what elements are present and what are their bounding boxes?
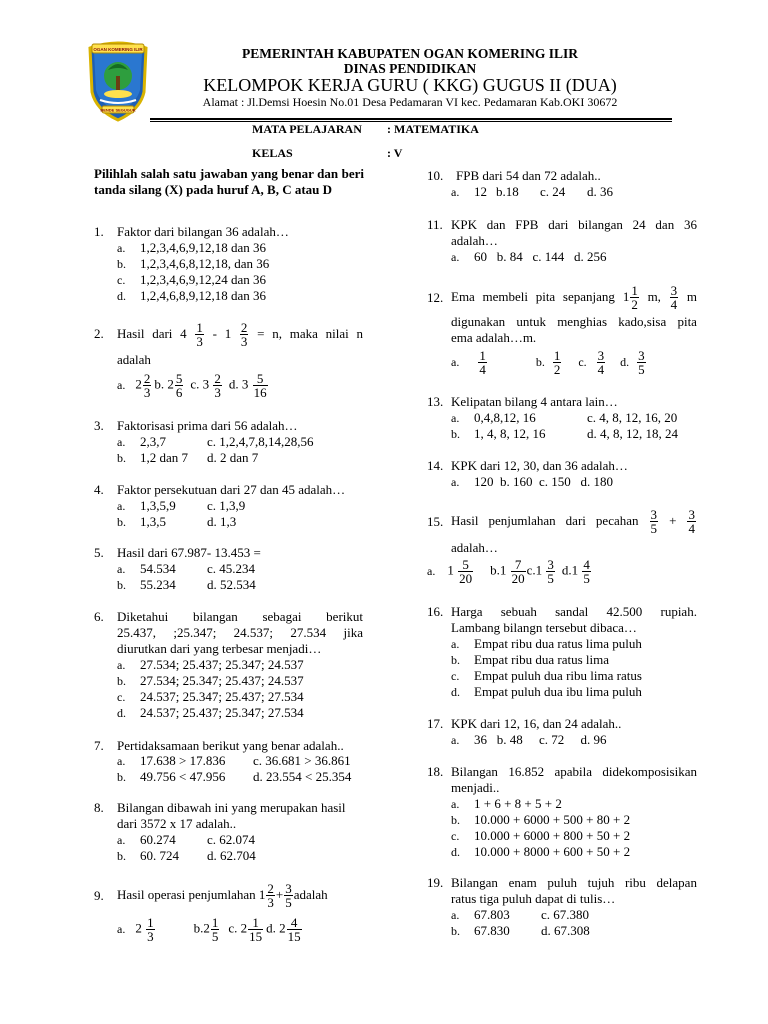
class-label: KELAS [252,146,293,160]
class-value: : V [387,146,403,160]
header-line-government: PEMERINTAH KABUPATEN OGAN KOMERING ILIR [241,46,579,61]
q12-options [451,345,647,379]
q3-option-b[interactable]: 1,2 dan 7 [140,450,189,465]
q12-fraction-1: $\frac{1}{2}$ [631,282,638,312]
q6-text-line-3: diurutkan dari yang terbesar menjadi… [117,641,322,656]
q3-b-label: b. [117,451,126,465]
q13-a-label: a. [451,411,460,425]
q7-text: Pertidaksamaan berikut yang benar adalah.. [117,738,344,753]
q17-options[interactable]: 36 b. 48 c. 72 d. 96 [474,732,607,747]
logo-bottom-text: BENDE SEGUGUK [100,107,136,113]
q6-text-line-2: 25.437, ;25.347; 24.537; 27.534 jika [117,625,363,640]
q19-option-d[interactable]: d. 67.308 [541,923,590,938]
q8-a-label: a. [117,833,126,847]
q8-option-b[interactable]: 60. 724 [140,848,179,863]
q13-option-b[interactable]: 1, 4, 8, 12, 16 [474,426,546,441]
q7-number: 7. [94,738,104,753]
q1-a-label: a. [117,241,126,255]
q8-option-c[interactable]: c. 62.074 [207,832,256,847]
q7-option-c[interactable]: c. 36.681 > 36.861 [253,753,351,768]
q1-option-c[interactable]: 1,2,3,4,6,9,12,24 dan 36 [140,272,267,287]
q2-option-c[interactable]: c. 3 $\frac{2}{3}$ [190,370,221,400]
q11-options[interactable]: 60 b. 84 c. 144 d. 256 [474,249,607,264]
subject-value: : MATEMATIKA [387,122,479,136]
q11-a-label: a. [451,250,460,264]
q19-text-line-2: ratus tiga puluh dapat di tulis… [451,891,616,906]
q19-b-label: b. [451,924,460,938]
q2-word: - [212,326,217,341]
q15-options [427,554,592,588]
q3-option-c[interactable]: c. 1,2,4,7,8,14,28,56 [207,434,314,449]
q17-a-label: a. [451,733,460,747]
q6-d-label: d. [117,706,126,720]
q17-text: KPK dari 12, 16, dan 24 adalah.. [451,716,622,731]
q2-word: n, [272,326,282,341]
q6-option-a[interactable]: 27.534; 25.437; 25.347; 24.537 [140,657,304,672]
q8-text-line-2: dari 3572 x 17 adalah.. [117,816,237,831]
q19-a-label: a. [451,908,460,922]
q19-number: 19. [427,875,444,890]
q12-c-label: c. [578,355,587,369]
q3-text: Faktorisasi prima dari 56 adalah… [117,418,298,433]
q4-option-d[interactable]: d. 1,3 [207,514,237,529]
q7-option-d[interactable]: d. 23.554 < 25.354 [253,769,352,784]
q14-a-label: a. [451,475,460,489]
q10-text: FPB dari 54 dan 72 adalah.. [456,168,601,183]
q12-text-line-3: ema adalah…m. [451,330,537,345]
q5-option-d[interactable]: d. 52.534 [207,577,256,592]
q5-option-c[interactable]: c. 45.234 [207,561,256,576]
q15-text-line-1: Hasil penjumlahan dari pecahan $\frac{3}{5}$ + $\frac{3}{4}$ [451,506,695,536]
q11-text-line-1: KPK dan FPB dari bilangan 24 dan 36 [451,217,697,232]
q18-option-d[interactable]: 10.000 + 8000 + 600 + 50 + 2 [474,844,631,859]
logo-top-text: OGAN KOMERING ILIR [93,47,143,52]
q16-number: 16. [427,604,444,619]
q9-option-c[interactable]: c. 2 $\frac{1}{15}$ [228,914,263,944]
q10-option-d[interactable]: d. 36 [587,184,613,199]
q6-option-c[interactable]: 24.537; 25.347; 25.437; 27.534 [140,689,304,704]
q19-option-c[interactable]: c. 67.380 [541,907,590,922]
q10-option-c[interactable]: c. 24 [540,184,566,199]
q13-number: 13. [427,394,444,409]
q2-word: n [356,326,363,341]
q2-fraction-1: $\frac{1}{3}$ [196,319,203,349]
q10-a-label: a. [451,185,460,199]
q4-number: 4. [94,482,104,497]
header-divider [150,118,672,120]
q10-number: 10. [427,168,444,183]
q17-number: 17. [427,716,444,731]
q16-c-label: c. [451,669,460,683]
q16-option-b[interactable]: Empat ribu dua ratus lima [474,652,610,667]
q1-d-label: d. [117,289,126,303]
q6-number: 6. [94,609,104,624]
q18-text-line-2: menjadi.. [451,780,500,795]
header-line-group: KELOMPOK KERJA GURU ( KKG) GUGUS II (DUA) [203,75,617,95]
q8-option-d[interactable]: d. 62.704 [207,848,256,863]
q13-b-label: b. [451,427,460,441]
q15-text-line-2: adalah… [451,540,498,555]
subject-label: MATA PELAJARAN [252,122,362,136]
q12-b-label: b. [535,355,545,369]
q7-b-label: b. [117,770,126,784]
q8-number: 8. [94,800,104,815]
q3-option-a[interactable]: 2,3,7 [140,434,166,449]
q9-options [117,912,303,946]
q2-word: nilai [325,326,349,341]
q5-text: Hasil dari 67.987- 13.453 = [117,545,261,560]
q2-word: maka [289,326,318,341]
q9-a-label: a. [117,922,126,936]
q16-a-label: a. [451,637,460,651]
q6-b-label: b. [117,674,126,688]
q6-option-d[interactable]: 24.537; 25.437; 25.347; 27.534 [140,705,304,720]
q16-option-a[interactable]: Empat ribu dua ratus lima puluh [474,636,642,651]
q1-text: Faktor dari bilangan 36 adalah… [117,224,289,239]
q13-option-c[interactable]: c. 4, 8, 12, 16, 20 [587,410,678,425]
q4-b-label: b. [117,515,126,529]
q5-b-label: b. [117,578,126,592]
header-line-department: DINAS PENDIDIKAN [343,61,477,76]
q4-option-c[interactable]: c. 1,3,9 [207,498,246,513]
q3-option-d[interactable]: d. 2 dan 7 [207,450,259,465]
q2-word: Hasil [117,326,145,341]
q12-number: 12. [427,290,444,305]
q2-number: 2. [94,326,104,341]
q1-c-label: c. [117,273,126,287]
q15-option-c[interactable]: c.1 $\frac{3}{5}$ [526,556,554,586]
q11-number: 11. [427,217,443,232]
q2-option-b[interactable]: b. 2 $\frac{5}{6}$ [154,370,183,400]
q1-option-b[interactable]: 1,2,3,4,6,8,12,18, dan 36 [140,256,270,271]
q15-a-label: a. [427,564,436,578]
q8-b-label: b. [117,849,126,863]
header-line-address: Alamat : Jl.Demsi Hoesin No.01 Desa Pedamaran VI kec. Pedamaran Kab.OKI 30672 [202,95,618,109]
q16-text-line-1: Harga sebuah sandal 42.500 rupiah. [451,604,697,619]
q14-text: KPK dari 12, 30, dan 36 adalah… [451,458,628,473]
q7-option-b[interactable]: 49.756 < 47.956 [140,769,226,784]
q1-number: 1. [94,224,104,239]
q4-text: Faktor persekutuan dari 27 dan 45 adalah… [117,482,346,497]
q6-text-line-1: Diketahui bilangan sebagai berikut [117,609,363,624]
q2-word: 4 [180,326,187,341]
q2-word: 1 [224,326,232,341]
q13-text: Kelipatan bilang 4 antara lain… [451,394,618,409]
q2-text [117,318,363,350]
q12-fraction-2: $\frac{3}{4}$ [670,282,678,312]
q6-a-label: a. [117,658,126,672]
q18-option-c[interactable]: 10.000 + 6000 + 800 + 50 + 2 [474,828,631,843]
q15-fraction-1: $\frac{3}{5}$ [650,506,658,536]
q1-option-d[interactable]: 1,2,4,6,8,9,12,18 dan 36 [140,288,267,303]
q1-b-label: b. [117,257,126,271]
q18-d-label: d. [451,845,460,859]
q15-option-b[interactable]: b.1 $\frac{7}{20}$ [490,556,525,586]
q2-options [117,368,269,402]
q16-option-c[interactable]: Empat puluh dua ribu lima ratus [474,668,642,683]
q18-number: 18. [427,764,444,779]
q15-fraction-2: $\frac{3}{4}$ [688,506,695,536]
q16-text-line-2: Lambang bilangn tersebut dibaca… [451,620,637,635]
q4-option-a[interactable]: 1,3,5,9 [140,498,176,513]
q5-a-label: a. [117,562,126,576]
q8-option-a[interactable]: 60.274 [140,832,176,847]
q12-text-line-1: Ema membeli pita sepanjang 1 $\frac{1}{2}$ m, $\frac{3}{4}$ m [451,282,697,312]
q18-c-label: c. [451,829,460,843]
q12-option-a[interactable]: $\frac{1}{4}$ [479,347,486,377]
q8-text-line-1: Bilangan dibawah ini yang merupakan hasil [117,800,346,815]
q18-option-a[interactable]: 1 + 6 + 8 + 5 + 2 [474,796,562,811]
q5-number: 5. [94,545,104,560]
q9-fraction-2: $\frac{3}{5}$ [285,880,292,910]
q19-option-b[interactable]: 67.830 [474,923,510,938]
q2-word: dari [152,326,173,341]
q4-a-label: a. [117,499,126,513]
q6-c-label: c. [117,690,126,704]
q10-option-b[interactable]: b.18 [496,184,519,199]
q16-d-label: d. [451,685,460,699]
q5-option-a[interactable]: 54.534 [140,561,176,576]
q9-option-a[interactable]: 2 $\frac{1}{3}$ [135,914,154,944]
q3-number: 3. [94,418,104,433]
q12-d-label: d. [620,355,630,369]
q9-option-b[interactable]: b.2 $\frac{1}{5}$ [193,914,219,944]
q9-text: Hasil operasi penjumlahan 1 $\frac{2}{3}$ + $\frac{3}{5}$ adalah [117,880,328,910]
q2-option-a[interactable]: 2 $\frac{2}{3}$ [135,370,151,400]
q15-option-d[interactable]: d.1 $\frac{4}{5}$ [561,556,590,586]
q19-text-line-1: Bilangan enam puluh tujuh ribu delapan [451,875,697,890]
q13-option-d[interactable]: d. 4, 8, 12, 18, 24 [587,426,678,441]
q2-word: = [257,326,265,341]
q18-a-label: a. [451,797,460,811]
q2-option-d[interactable]: d. 3 $\frac{5}{16}$ [228,370,267,400]
q16-b-label: b. [451,653,460,667]
q7-option-a[interactable]: 17.638 > 17.836 [140,753,226,768]
q1-option-a[interactable]: 1,2,3,4,6,9,12,18 dan 36 [140,240,267,255]
q18-option-b[interactable]: 10.000 + 6000 + 500 + 80 + 2 [474,812,631,827]
q16-option-d[interactable]: Empat puluh dua ibu lima puluh [474,684,642,699]
q9-option-d[interactable]: d. 2 $\frac{4}{15}$ [266,914,301,944]
q12-option-d[interactable]: $\frac{3}{5}$ [638,347,645,377]
q2-fraction-2: $\frac{2}{3}$ [240,319,248,349]
q19-option-a[interactable]: 67.803 [474,907,510,922]
q2-a-label: a. [117,378,126,392]
q11-text-line-2: adalah… [451,233,498,248]
q18-text-line-1: Bilangan 16.852 apabila didekomposisikan [451,764,697,779]
q12-text-line-2: digunakan untuk menghias kado,sisa pita [451,314,697,329]
q9-fraction-1: $\frac{2}{3}$ [267,880,274,910]
q9-number: 9. [94,888,104,903]
q2-text-cont: adalah [117,352,151,367]
q7-a-label: a. [117,754,126,768]
q15-option-a[interactable]: 1 $\frac{5}{20}$ [447,556,473,586]
q12-a-label: a. [451,355,460,369]
instructions: Pilihlah salah satu jawaban yang benar dan beri tanda silang (X) pada huruf A, B, C atau D [94,166,364,197]
q12-option-c[interactable]: $\frac{3}{4}$ [597,347,605,377]
q4-option-b[interactable]: 1,3,5 [140,514,166,529]
q6-option-b[interactable]: 27.534; 25.347; 25.437; 24.537 [140,673,304,688]
regency-logo [86,40,150,122]
q14-number: 14. [427,458,444,473]
q10-option-a[interactable]: 12 [474,184,487,199]
q18-b-label: b. [451,813,460,827]
q12-option-b[interactable]: $\frac{1}{2}$ [553,347,561,377]
q5-option-b[interactable]: 55.234 [140,577,176,592]
q13-option-a[interactable]: 0,4,8,12, 16 [474,410,536,425]
q3-a-label: a. [117,435,126,449]
q15-number: 15. [427,514,444,529]
q14-options[interactable]: 120 b. 160 c. 150 d. 180 [474,474,614,489]
